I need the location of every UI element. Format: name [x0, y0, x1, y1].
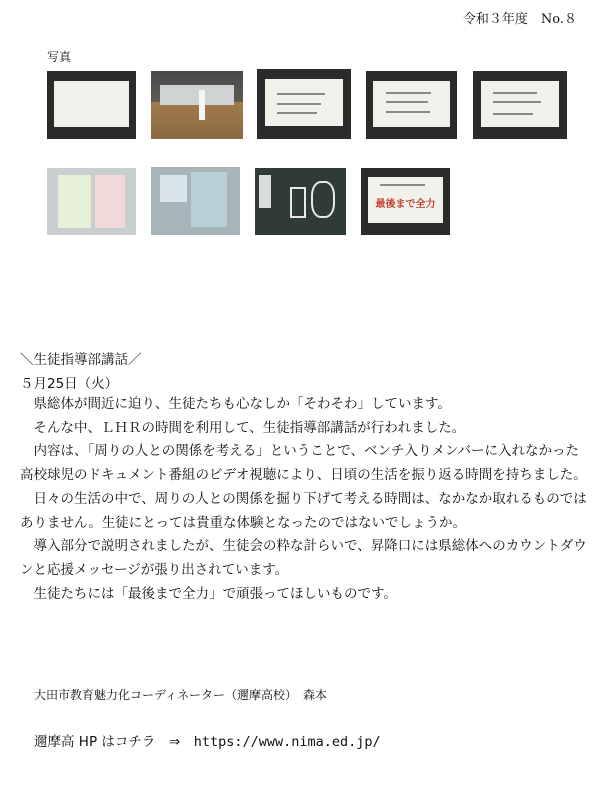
paragraph-3: 内容は、「周りの人との関係を考える」ということで、ベンチ入りメンバーに入れなかった高校球児のドキュメント番組のビデオ視聴により、日頃の生活を振り返る時間を持ちました。 — [20, 443, 587, 484]
paragraph-6: 生徒たちには「最後まで全力」で頑張ってほしいものです。 — [33, 585, 397, 602]
photo-3 — [257, 69, 351, 139]
paragraph-1: 県総体が間近に迫り、生徒たちも心なしか「そわそわ」しています。 — [33, 396, 451, 412]
photos-label: 写真 — [47, 50, 72, 64]
photo-1 — [47, 71, 136, 139]
author-credit: 大田市教育魅力化コーディネーター（邇摩高校） 森本 — [34, 688, 328, 702]
paragraph-2: そんな中、ＬＨＲの時間を利用して、生徒指導部講話が行われました。 — [33, 419, 466, 436]
photo-4 — [366, 71, 457, 139]
photo-9 — [361, 168, 450, 235]
photo-7 — [151, 167, 240, 235]
slide-banner-text: 最後まで全力 — [375, 198, 436, 210]
article-body — [20, 393, 590, 606]
photo-2 — [151, 71, 243, 139]
photo-6 — [47, 168, 136, 235]
photo-5 — [473, 71, 567, 139]
paragraph-4: 日々の生活の中で、周りの人との関係を掘り下げて考える時間は、なかなか取れるものではありません。生徒にとっては貴重な体験となったのではないでしょうか。 — [20, 490, 587, 531]
paragraph-5: 導入部分で説明されましたが、生徒会の粋な計らいで、昇降口には県総体へのカウントダウンと応援メッセージが張り出されています。 — [20, 538, 587, 578]
issue-number: 令和３年度 No.８ — [462, 12, 577, 27]
homepage-line — [34, 730, 381, 750]
article-date: ５月25日（火） — [20, 376, 119, 392]
homepage-link[interactable]: https://www.nima.ed.jp/ — [193, 734, 381, 750]
article-heading: ＼生徒指導部講話／ — [20, 352, 142, 368]
photo-8 — [255, 168, 346, 235]
homepage-label: 邇摩高 HP はコチラ ⇒ — [34, 734, 194, 750]
